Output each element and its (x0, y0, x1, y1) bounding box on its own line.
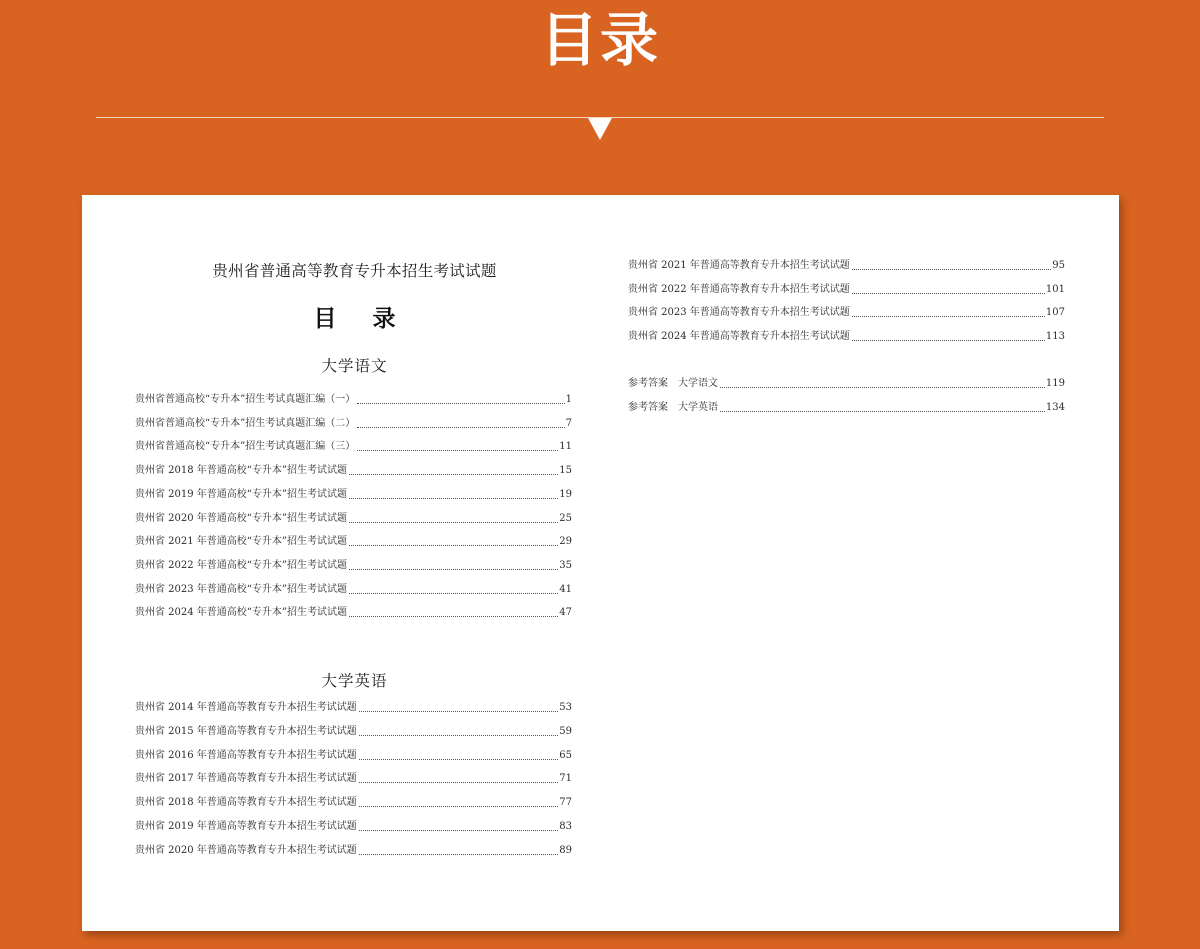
toc-entry (135, 513, 572, 525)
toc-entry (135, 726, 572, 738)
toc-entry (135, 797, 572, 809)
toc-dot-leader (349, 498, 558, 499)
toc-dot-leader (349, 545, 558, 546)
toc-entry-page: 7 (565, 417, 572, 429)
toc-entry (135, 773, 572, 785)
toc-entry-page: 119 (1045, 378, 1065, 389)
toc-dot-leader (349, 569, 558, 570)
toc-dot-leader (349, 522, 558, 523)
toc-entry-page: 113 (1045, 331, 1065, 343)
toc-entry-page: 1 (565, 394, 572, 405)
toc-entry (628, 307, 1065, 319)
section-heading-english: 大学英语 (321, 672, 388, 690)
toc-entry-title: 贵州省普通高校“专升本”招生考试真题汇编（二） (135, 417, 356, 429)
toc-entry-title: 贵州省 2020 年普通高校“专升本”招生考试试题 (135, 512, 348, 524)
section-heading-chinese: 大学语文 (321, 357, 388, 375)
toc-dot-leader (359, 711, 558, 712)
toc-entry (628, 260, 1065, 272)
toc-dot-leader (359, 830, 558, 831)
toc-entry-page: 71 (559, 773, 572, 785)
toc-entry-page: 65 (559, 749, 572, 761)
toc-entry (135, 821, 572, 833)
toc-entry-page: 95 (1052, 260, 1065, 271)
toc-dot-leader (852, 269, 1051, 270)
toc-entry-page: 11 (559, 441, 572, 453)
toc-entry-prefix: 参考答案 (628, 378, 668, 389)
toc-dot-leader (357, 427, 564, 428)
toc-entry-page: 47 (559, 607, 572, 619)
toc-entry-title: 贵州省 2023 年普通高校“专升本”招生考试试题 (135, 583, 348, 595)
toc-entry-title: 贵州省 2017 年普通高等教育专升本招生考试试题 (135, 773, 357, 785)
toc-dot-leader (852, 340, 1045, 341)
toc-entry (135, 418, 572, 430)
toc-dot-leader (359, 782, 558, 783)
toc-entry-title: 贵州省 2024 年普通高等教育专升本招生考试试题 (628, 331, 850, 343)
toc-entry (628, 331, 1065, 343)
toc-entry-title: 贵州省 2021 年普通高等教育专升本招生考试试题 (628, 260, 850, 271)
down-arrow-icon (588, 118, 612, 140)
toc-entry (135, 607, 572, 619)
toc-entry-title: 贵州省 2016 年普通高等教育专升本招生考试试题 (135, 749, 357, 761)
toc-entry-page: 19 (559, 488, 572, 500)
toc-entry (135, 465, 572, 477)
toc-entry (135, 584, 572, 596)
toc-entry-title: 贵州省 2022 年普通高校“专升本”招生考试试题 (135, 559, 348, 571)
toc-dot-leader (349, 593, 558, 594)
toc-entry-page: 89 (559, 844, 572, 856)
toc-dot-leader (852, 316, 1045, 317)
toc-entry-title: 贵州省 2019 年普通高校“专升本”招生考试试题 (135, 488, 348, 500)
toc-dot-leader (359, 759, 558, 760)
toc-entry-title: 贵州省 2014 年普通高等教育专升本招生考试试题 (135, 702, 357, 713)
toc-entry-title: 大学英语 (678, 402, 718, 413)
toc-entry-title: 贵州省普通高校“专升本”招生考试真题汇编（三） (135, 441, 356, 453)
toc-entry-title: 贵州省 2018 年普通高等教育专升本招生考试试题 (135, 797, 357, 809)
toc-dot-leader (357, 450, 558, 451)
toc-entry (135, 441, 572, 453)
book-title: 贵州省普通高等教育专升本招生考试试题 (212, 262, 497, 280)
toc-entry-page: 35 (559, 559, 572, 571)
toc-entry-page: 101 (1045, 283, 1065, 295)
toc-dot-leader (357, 403, 564, 404)
toc-dot-leader (720, 411, 1045, 412)
toc-entry-prefix: 参考答案 (628, 402, 668, 413)
toc-dot-leader (349, 474, 558, 475)
toc-entry-title: 贵州省 2015 年普通高等教育专升本招生考试试题 (135, 725, 357, 737)
toc-entry-title: 贵州省 2020 年普通高等教育专升本招生考试试题 (135, 844, 357, 856)
toc-entry-page: 41 (559, 583, 572, 595)
toc-dot-leader (359, 735, 558, 736)
toc-page (82, 195, 1119, 931)
toc-entry (135, 560, 572, 572)
toc-entry-title: 贵州省 2018 年普通高校“专升本”招生考试试题 (135, 465, 348, 477)
toc-entry-title: 贵州省 2024 年普通高校“专升本”招生考试试题 (135, 607, 348, 619)
toc-entry-page: 134 (1045, 402, 1065, 413)
toc-dot-leader (359, 806, 558, 807)
toc-entry-page: 77 (559, 797, 572, 809)
toc-entry-page: 107 (1045, 307, 1065, 319)
toc-entry-title: 贵州省 2022 年普通高等教育专升本招生考试试题 (628, 283, 850, 295)
toc-entry-page: 59 (559, 725, 572, 737)
banner-title: 目录 (539, 6, 660, 74)
toc-entry (628, 402, 1065, 414)
toc-entry (135, 702, 572, 714)
toc-entry-page: 83 (559, 821, 572, 832)
toc-dot-leader (720, 387, 1045, 388)
toc-entry (135, 536, 572, 548)
toc-entry-page: 53 (559, 702, 572, 713)
toc-dot-leader (349, 616, 558, 617)
toc-entry-title: 贵州省 2021 年普通高校“专升本”招生考试试题 (135, 536, 348, 548)
toc-entry (135, 394, 572, 406)
toc-entry (628, 378, 1065, 390)
toc-entry (628, 284, 1065, 296)
toc-entry-title: 贵州省普通高校“专升本”招生考试真题汇编（一） (135, 394, 356, 405)
toc-entry (135, 750, 572, 762)
toc-entry (135, 845, 572, 857)
toc-entry-title: 贵州省 2023 年普通高等教育专升本招生考试试题 (628, 307, 850, 319)
toc-entry (135, 489, 572, 501)
toc-heading: 目 录 (313, 305, 410, 332)
toc-entry-page: 29 (559, 536, 572, 548)
toc-dot-leader (359, 854, 558, 855)
toc-dot-leader (852, 293, 1045, 294)
toc-entry-page: 25 (559, 512, 572, 524)
toc-entry-title: 贵州省 2019 年普通高等教育专升本招生考试试题 (135, 821, 357, 832)
toc-entry-page: 15 (559, 465, 572, 477)
toc-entry-title: 大学语文 (678, 378, 718, 389)
